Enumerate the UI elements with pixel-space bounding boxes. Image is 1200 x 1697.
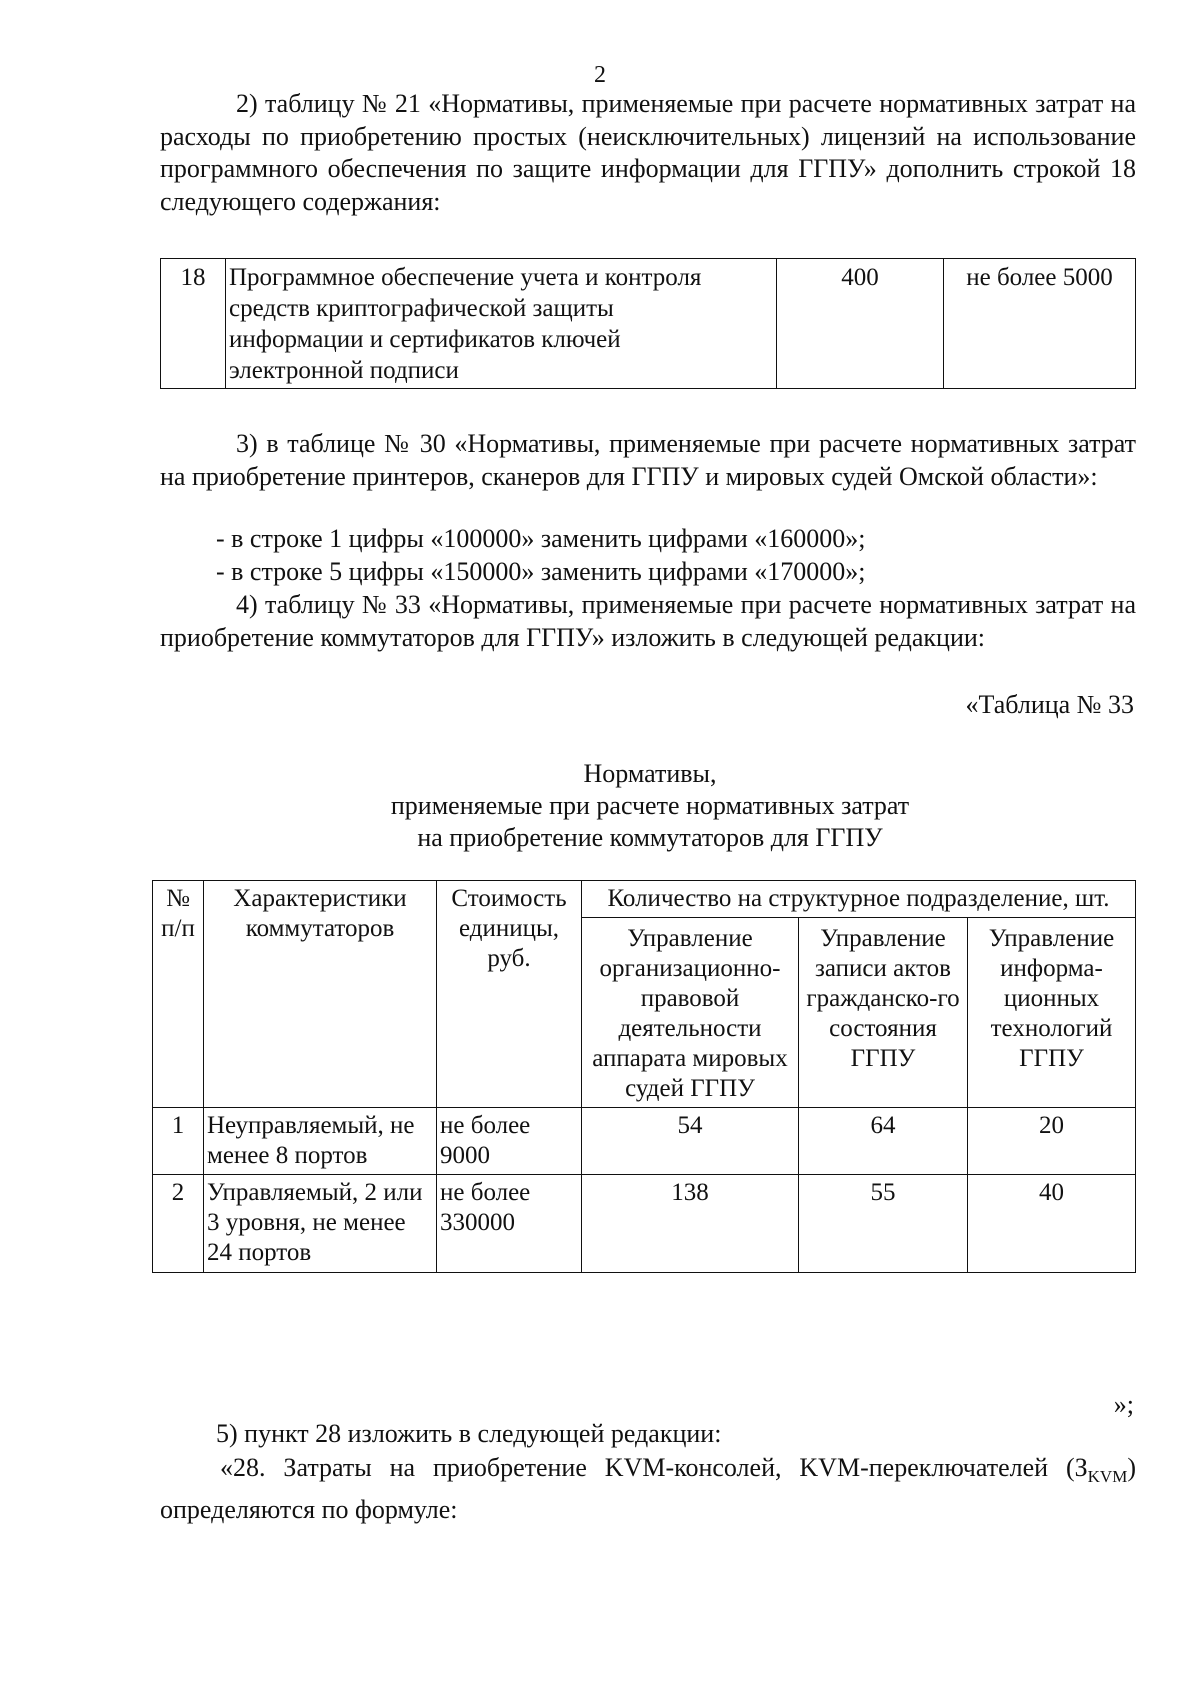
table-21-row (160, 258, 1136, 389)
table-33-label: «Таблица № 33 (965, 690, 1134, 719)
cell-cost: не более 9000 (437, 1108, 582, 1175)
t21-qty: 400 (777, 259, 944, 389)
paragraph-5: 5) пункт 28 изложить в следующей редакции: (216, 1419, 722, 1448)
table-row (153, 1175, 1136, 1273)
paragraph-2-text: 2) таблицу № 21 «Нормативы, применяемые при расчете нормативных затрат на расходы по приобретению простых (неисключительных) лицензий на использование программного обеспечения по защите информации для ГГПУ» дополнить строкой 18 следующего содержания: (160, 89, 1136, 216)
cell-d3: 40 (968, 1175, 1136, 1273)
cell-char: Неуправляемый, не менее 8 портов (204, 1108, 437, 1175)
cell-char: Управляемый, 2 или 3 уровня, не менее 24 портов (204, 1175, 437, 1273)
cell-d2: 55 (799, 1175, 968, 1273)
t21-name: Программное обеспечение учета и контроля средств криптографической защиты информации и сертификатов ключей электронной подписи (226, 259, 777, 389)
cell-d1: 138 (582, 1175, 799, 1273)
th-dept2: Управление записи актов гражданско-го состояния ГГПУ (799, 918, 968, 1108)
table-33-title: Нормативы, применяемые при расчете нормативных затрат на приобретение коммутаторов для ГГПУ (390, 759, 910, 852)
cell-d1: 54 (582, 1108, 799, 1175)
paragraph-2 (160, 88, 1136, 218)
paragraph-3: 3) в таблице № 30 «Нормативы, применяемые при расчете нормативных затрат на приобретение принтеров, сканеров для ГГПУ и мировых судей Омской области»: (160, 429, 1136, 491)
cell-d2: 64 (799, 1108, 968, 1175)
t21-price: не более 5000 (944, 259, 1136, 389)
table-row (153, 1108, 1136, 1175)
paragraph-4: 4) таблицу № 33 «Нормативы, применяемые при расчете нормативных затрат на приобретение коммутаторов для ГГПУ» изложить в следующей редакции: (160, 590, 1136, 652)
paragraph-28: «28. Затраты на приобретение KVM-консолей, KVM-переключателей $(З_{KVM})$ определяются по формуле: (160, 1453, 1136, 1524)
cell-num: 1 (153, 1108, 204, 1175)
th-quantity: Количество на структурное подразделение, шт. (582, 881, 1136, 918)
th-dept3: Управление информа-ционных технологий ГГПУ (968, 918, 1136, 1108)
page-number: 2 (594, 62, 606, 88)
th-num: № п/п (153, 881, 204, 1108)
cell-num: 2 (153, 1175, 204, 1273)
cell-d3: 20 (968, 1108, 1136, 1175)
paragraph-3b: - в строке 5 цифры «150000» заменить цифрами «170000»; (216, 557, 866, 586)
table-33 (152, 880, 1136, 1273)
cell-cost: не более 330000 (437, 1175, 582, 1273)
t21-num: 18 (161, 259, 226, 389)
closing-quote: »; (1113, 1390, 1134, 1419)
th-dept1: Управление организационно-правовой деятельности аппарата мировых судей ГГПУ (582, 918, 799, 1108)
paragraph-3a: - в строке 1 цифры «100000» заменить цифрами «160000»; (216, 524, 866, 553)
th-characteristics: Характеристики коммутаторов (204, 881, 437, 1108)
th-unit-cost: Стоимость единицы, руб. (437, 881, 582, 1108)
